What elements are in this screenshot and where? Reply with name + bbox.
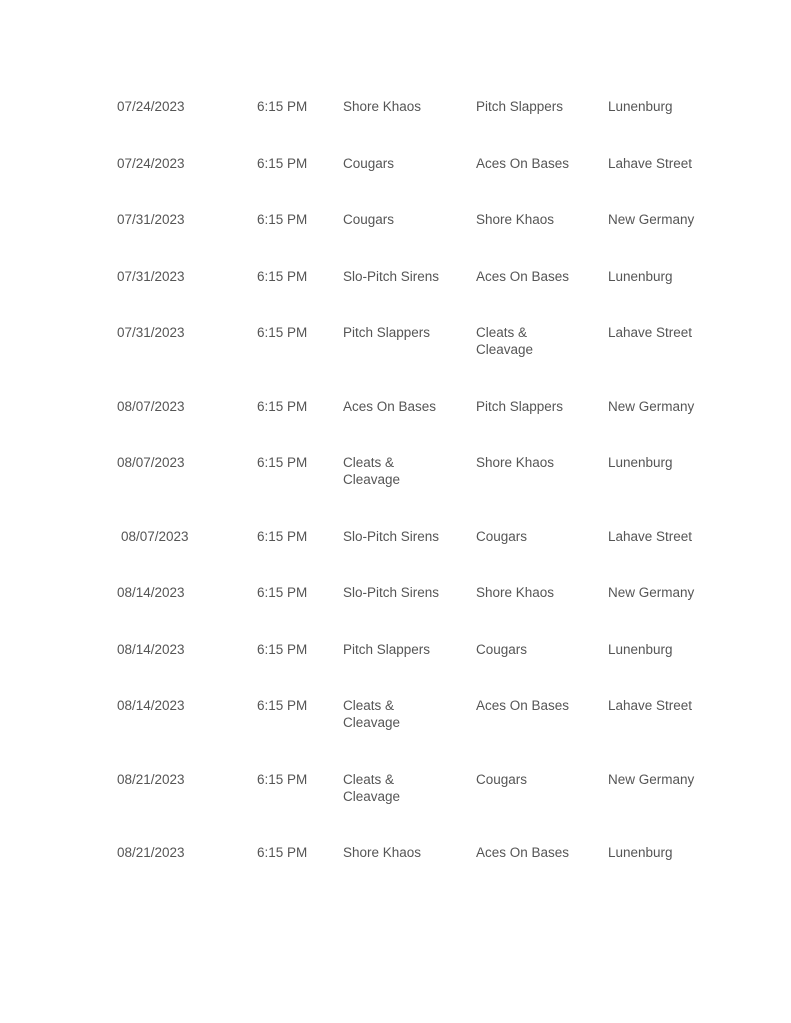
game-date: 08/07/2023 bbox=[117, 455, 185, 470]
game-date: 08/14/2023 bbox=[117, 698, 185, 713]
field-location: Lahave Street bbox=[608, 325, 693, 340]
away-team: Shore Khaos bbox=[476, 455, 555, 470]
home-team: Cougars bbox=[343, 156, 395, 171]
game-date: 08/07/2023 bbox=[121, 529, 189, 544]
away-team: Shore Khaos bbox=[476, 585, 555, 600]
away-team: Aces On Bases bbox=[476, 269, 570, 284]
away-team: Cougars bbox=[476, 529, 528, 544]
away-team: Cougars bbox=[476, 642, 528, 657]
game-time: 6:15 PM bbox=[257, 212, 308, 227]
field-location: Lunenburg bbox=[608, 642, 673, 657]
game-time: 6:15 PM bbox=[257, 585, 308, 600]
home-team: Shore Khaos bbox=[343, 99, 422, 114]
game-date: 07/24/2023 bbox=[117, 156, 185, 171]
away-team: Aces On Bases bbox=[476, 845, 570, 860]
game-date: 07/31/2023 bbox=[117, 269, 185, 284]
game-date: 07/24/2023 bbox=[117, 99, 185, 114]
away-team: Aces On Bases bbox=[476, 698, 570, 713]
home-team: Cleats & Cleavage bbox=[343, 772, 401, 804]
game-date: 08/21/2023 bbox=[117, 845, 185, 860]
away-team: Pitch Slappers bbox=[476, 399, 564, 414]
game-time: 6:15 PM bbox=[257, 455, 308, 470]
away-team: Aces On Bases bbox=[476, 156, 570, 171]
game-time: 6:15 PM bbox=[257, 845, 308, 860]
game-date: 07/31/2023 bbox=[117, 212, 185, 227]
home-team: Cleats & Cleavage bbox=[343, 698, 401, 730]
home-team: Pitch Slappers bbox=[343, 642, 431, 657]
home-team: Shore Khaos bbox=[343, 845, 422, 860]
away-team: Cleats & Cleavage bbox=[476, 325, 534, 357]
game-time: 6:15 PM bbox=[257, 156, 308, 171]
away-team: Cougars bbox=[476, 772, 528, 787]
game-time: 6:15 PM bbox=[257, 772, 308, 787]
away-team: Shore Khaos bbox=[476, 212, 555, 227]
game-date: 08/14/2023 bbox=[117, 585, 185, 600]
home-team: Slo-Pitch Sirens bbox=[343, 529, 440, 544]
field-location: New Germany bbox=[608, 212, 695, 227]
game-date: 07/31/2023 bbox=[117, 325, 185, 340]
field-location: New Germany bbox=[608, 772, 695, 787]
game-time: 6:15 PM bbox=[257, 529, 308, 544]
field-location: Lunenburg bbox=[608, 99, 673, 114]
game-date: 08/14/2023 bbox=[117, 642, 185, 657]
field-location: Lahave Street bbox=[608, 156, 693, 171]
game-date: 08/07/2023 bbox=[117, 399, 185, 414]
home-team: Pitch Slappers bbox=[343, 325, 431, 340]
game-time: 6:15 PM bbox=[257, 325, 308, 340]
away-team: Pitch Slappers bbox=[476, 99, 564, 114]
home-team: Slo-Pitch Sirens bbox=[343, 585, 440, 600]
field-location: New Germany bbox=[608, 585, 695, 600]
game-date: 08/21/2023 bbox=[117, 772, 185, 787]
game-time: 6:15 PM bbox=[257, 399, 308, 414]
field-location: Lunenburg bbox=[608, 269, 673, 284]
field-location: Lunenburg bbox=[608, 455, 673, 470]
home-team: Cleats & Cleavage bbox=[343, 455, 401, 487]
home-team: Slo-Pitch Sirens bbox=[343, 269, 440, 284]
field-location: Lunenburg bbox=[608, 845, 673, 860]
game-time: 6:15 PM bbox=[257, 269, 308, 284]
game-time: 6:15 PM bbox=[257, 698, 308, 713]
home-team: Cougars bbox=[343, 212, 395, 227]
field-location: Lahave Street bbox=[608, 698, 693, 713]
field-location: Lahave Street bbox=[608, 529, 693, 544]
game-time: 6:15 PM bbox=[257, 99, 308, 114]
home-team: Aces On Bases bbox=[343, 399, 437, 414]
field-location: New Germany bbox=[608, 399, 695, 414]
game-time: 6:15 PM bbox=[257, 642, 308, 657]
